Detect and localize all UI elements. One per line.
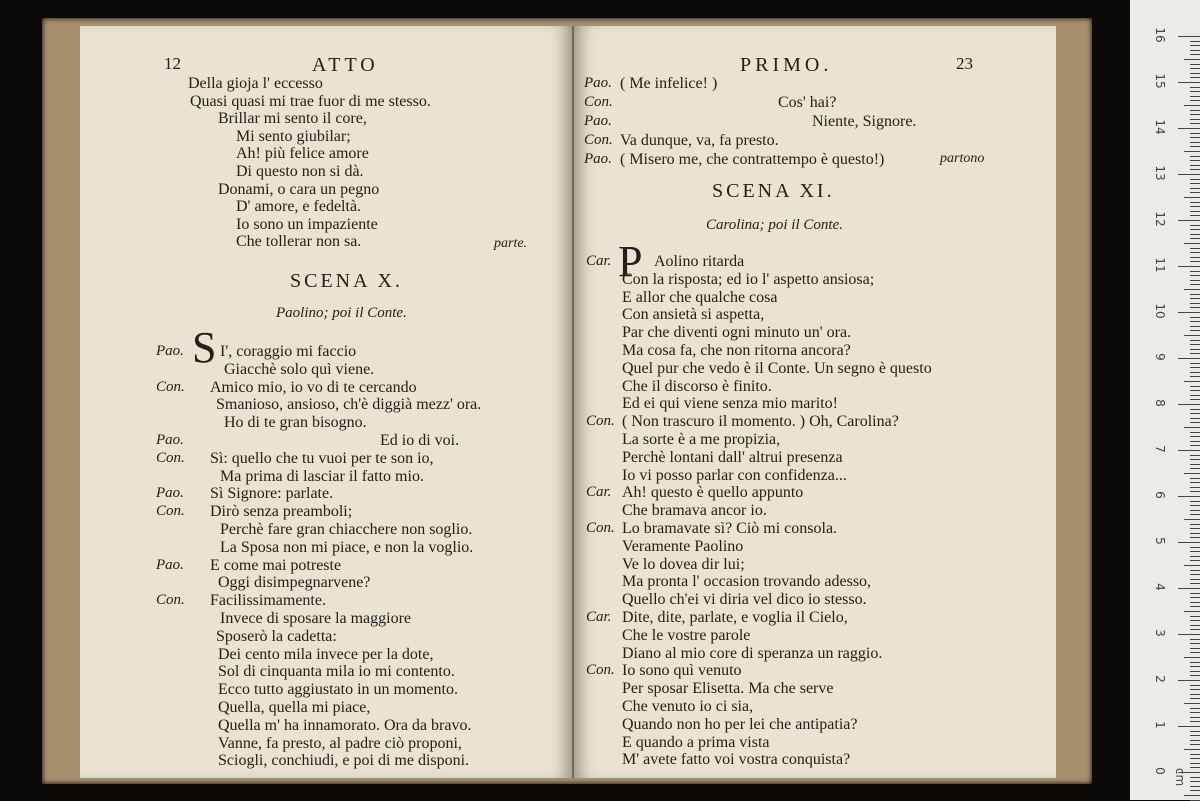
text-line: Io sono un impaziente xyxy=(236,215,378,233)
ruler-tick xyxy=(1190,238,1200,239)
text-line: M' avete fatto voi vostra conquista? xyxy=(622,751,851,769)
ruler-tick xyxy=(1190,639,1200,640)
text-line: Dite, dite, parlate, e voglia il Cielo, xyxy=(622,609,848,626)
ruler-tick xyxy=(1190,717,1200,718)
text-line: Sposerò la cadetta: xyxy=(216,627,337,645)
speaker-label: Con. xyxy=(156,503,185,520)
ruler-tick xyxy=(1184,519,1200,520)
ruler-tick xyxy=(1190,376,1200,377)
ruler-tick xyxy=(1190,280,1200,281)
ruler-tick xyxy=(1184,381,1200,382)
ruler-tick xyxy=(1190,45,1200,46)
ruler-tick xyxy=(1190,344,1200,345)
page-number-right: 23 xyxy=(956,54,973,73)
ruler-tick xyxy=(1190,41,1200,42)
ruler-tick xyxy=(1190,156,1200,157)
ruler-tick xyxy=(1190,685,1200,686)
ruler-tick xyxy=(1190,593,1200,594)
ruler-tick xyxy=(1190,505,1200,506)
text-line: Brillar mi sento il core, xyxy=(218,110,367,128)
running-header-right: PRIMO. xyxy=(740,54,833,76)
text-line: Ed ei qui viene senza mio marito! xyxy=(622,395,838,413)
ruler-tick xyxy=(1190,179,1200,180)
ruler-tick xyxy=(1190,675,1200,676)
ruler-tick xyxy=(1190,73,1200,74)
ruler-tick xyxy=(1190,501,1200,502)
ruler-tick xyxy=(1190,579,1200,580)
ruler-tick xyxy=(1178,128,1200,129)
ruler-tick xyxy=(1190,524,1200,525)
ruler-tick xyxy=(1190,708,1200,709)
ruler-tick xyxy=(1190,326,1200,327)
ruler-tick xyxy=(1190,413,1200,414)
text-line: Oggi disimpegnarvene? xyxy=(218,574,371,592)
ruler-number: 15 xyxy=(1153,73,1167,89)
speaker-label: Pao. xyxy=(156,556,184,573)
ruler-tick xyxy=(1190,261,1200,262)
ruler-tick xyxy=(1190,142,1200,143)
ruler-tick xyxy=(1190,671,1200,672)
text-line: Va dunque, va, fa presto. xyxy=(620,132,779,149)
ruler-tick xyxy=(1190,689,1200,690)
speaker-label: Pao. xyxy=(584,75,612,91)
ruler-tick xyxy=(1178,312,1200,313)
text-line: Quello ch'ei vi diria vel dico io stesso. xyxy=(622,591,867,609)
text-line: ( Me infelice! ) xyxy=(620,75,718,92)
ruler-tick xyxy=(1190,349,1200,350)
text-line: Quella m' ha innamorato. Ora da bravo. xyxy=(218,716,472,734)
ruler-tick xyxy=(1190,146,1200,147)
ruler-tick xyxy=(1178,358,1200,359)
ruler-tick xyxy=(1190,574,1200,575)
text-line: Mi sento giubilar; xyxy=(236,127,351,145)
ruler-tick xyxy=(1190,763,1200,764)
ruler-tick xyxy=(1190,767,1200,768)
text-line: Smanioso, ansioso, ch'è diggià mezz' ora. xyxy=(216,396,482,414)
text-line: ( Non trascuro il momento. ) Oh, Carolina? xyxy=(622,413,899,431)
ruler-tick xyxy=(1184,611,1200,612)
ruler-tick xyxy=(1190,284,1200,285)
ruler-tick xyxy=(1190,275,1200,276)
ruler-tick xyxy=(1190,468,1200,469)
text-line: La Sposa non mi piace, e non la voglio. xyxy=(220,538,474,556)
drop-cap-left: S xyxy=(192,323,217,372)
speaker-label: Con. xyxy=(156,592,185,609)
speaker-label: Con. xyxy=(586,662,615,679)
ruler-tick xyxy=(1190,96,1200,97)
text-line: Ah! più felice amore xyxy=(236,145,369,163)
ruler-tick xyxy=(1178,588,1200,589)
scene-characters-right: Carolina; poi il Conte. xyxy=(706,217,843,233)
right-page xyxy=(574,26,1056,778)
ruler-tick xyxy=(1190,64,1200,65)
stage-direction-left: parte. xyxy=(494,236,528,251)
text-line: Che il discorso è finito. xyxy=(622,377,772,395)
ruler-tick xyxy=(1190,87,1200,88)
ruler-number: 8 xyxy=(1153,399,1167,407)
ruler-unit: cm xyxy=(1173,767,1187,787)
text-line: Diano al mio core di speranza un raggio. xyxy=(622,644,883,662)
ruler-tick xyxy=(1190,386,1200,387)
ruler-tick xyxy=(1190,271,1200,272)
text-line: Ah! questo è quello appunto xyxy=(622,484,804,502)
text-line: Cos' hai? xyxy=(778,94,837,111)
ruler-tick xyxy=(1184,289,1200,290)
ruler-number: 6 xyxy=(1153,491,1167,499)
ruler-tick xyxy=(1190,731,1200,732)
ruler-tick xyxy=(1190,133,1200,134)
ruler-tick xyxy=(1190,441,1200,442)
ruler-tick xyxy=(1190,110,1200,111)
text-line: Dirò senza preamboli; xyxy=(210,503,353,521)
speaker-label: Pao. xyxy=(584,113,612,129)
ruler-tick xyxy=(1190,528,1200,529)
ruler-tick xyxy=(1184,749,1200,750)
ruler-tick xyxy=(1190,648,1200,649)
ruler-tick xyxy=(1190,399,1200,400)
ruler-tick xyxy=(1190,777,1200,778)
text-line: Ma cosa fa, che non ritorna ancora? xyxy=(622,342,851,359)
ruler-tick xyxy=(1184,197,1200,198)
ruler-tick xyxy=(1190,50,1200,51)
ruler-number: 11 xyxy=(1153,257,1167,273)
speaker-label: Con. xyxy=(586,520,615,536)
ruler-number: 12 xyxy=(1153,211,1167,227)
ruler-tick xyxy=(1190,491,1200,492)
ruler-tick xyxy=(1190,252,1200,253)
ruler-tick xyxy=(1190,409,1200,410)
text-line: Aolino ritarda xyxy=(654,253,745,270)
ruler-tick xyxy=(1190,422,1200,423)
ruler-tick xyxy=(1184,657,1200,658)
ruler-tick xyxy=(1190,436,1200,437)
text-line: Perchè fare gran chiacchere non soglio. xyxy=(220,521,473,538)
ruler-tick xyxy=(1190,160,1200,161)
text-line: Di questo non si dà. xyxy=(236,163,364,180)
text-line: Niente, Signore. xyxy=(812,113,917,130)
ruler-number: 1 xyxy=(1153,721,1167,729)
ruler-tick xyxy=(1190,445,1200,446)
ruler-tick xyxy=(1190,418,1200,419)
ruler-tick xyxy=(1190,597,1200,598)
ruler-tick xyxy=(1190,54,1200,55)
ruler-tick xyxy=(1190,215,1200,216)
ruler-number: 3 xyxy=(1153,629,1167,637)
ruler-tick xyxy=(1190,372,1200,373)
ruler-tick xyxy=(1178,266,1200,267)
page-number-left: 12 xyxy=(164,54,181,73)
text-line: I', coraggio mi faccio xyxy=(220,343,357,360)
ruler-tick xyxy=(1190,321,1200,322)
text-line: Io vi posso parlar con confidenza... xyxy=(622,466,847,484)
ruler-number: 0 xyxy=(1153,767,1167,775)
ruler-tick xyxy=(1190,616,1200,617)
speaker-label: Con. xyxy=(584,132,613,148)
ruler-tick xyxy=(1190,735,1200,736)
ruler-tick xyxy=(1190,758,1200,759)
text-line: Con la risposta; ed io l' aspetto ansiosa; xyxy=(622,270,875,288)
ruler-tick xyxy=(1190,583,1200,584)
text-line: Dei cento mila invece per la dote, xyxy=(218,645,434,663)
text-line: Quasi quasi mi trae fuor di me stesso. xyxy=(190,92,431,110)
ruler-tick xyxy=(1190,123,1200,124)
ruler-tick xyxy=(1190,694,1200,695)
ruler-tick xyxy=(1190,547,1200,548)
ruler-number: 16 xyxy=(1153,27,1167,43)
ruler-tick xyxy=(1190,666,1200,667)
ruler-tick xyxy=(1190,202,1200,203)
text-line: E allor che qualche cosa xyxy=(622,288,778,306)
speaker-label: Con. xyxy=(584,94,613,110)
ruler-tick xyxy=(1190,459,1200,460)
text-line: Vanne, fa presto, al padre ciò proponi, xyxy=(218,734,462,752)
ruler-tick xyxy=(1190,234,1200,235)
text-line: Sì Signore: parlate. xyxy=(210,485,334,503)
text-line: Veramente Paolino xyxy=(622,537,744,555)
text-line: ( Misero me, che contrattempo è questo!) xyxy=(620,151,885,168)
text-line: Che le vostre parole xyxy=(622,626,751,644)
speaker-label: Con. xyxy=(586,413,615,430)
ruler-tick xyxy=(1190,100,1200,101)
ruler-tick xyxy=(1178,450,1200,451)
ruler-tick xyxy=(1190,455,1200,456)
text-line: Facilissimamente. xyxy=(210,592,326,610)
ruler-number: 9 xyxy=(1153,353,1167,361)
ruler-tick xyxy=(1190,464,1200,465)
ruler-number: 2 xyxy=(1153,675,1167,683)
speaker-label: Pao. xyxy=(584,151,612,167)
ruler-tick xyxy=(1190,606,1200,607)
ruler-tick xyxy=(1184,565,1200,566)
speaker-label: Car. xyxy=(586,253,612,269)
ruler-tick xyxy=(1184,473,1200,474)
ruler-tick xyxy=(1178,496,1200,497)
text-line: Della gioja l' eccesso xyxy=(188,75,323,92)
ruler-tick xyxy=(1190,192,1200,193)
ruler-tick xyxy=(1178,680,1200,681)
stage-direction-right: partono xyxy=(940,151,985,166)
text-line: E quando a prima vista xyxy=(622,733,770,751)
scene-title-left: SCENA X. xyxy=(290,270,403,292)
ruler-tick xyxy=(1190,211,1200,212)
ruler-tick xyxy=(1190,367,1200,368)
ruler-tick xyxy=(1190,643,1200,644)
drop-cap-right: P xyxy=(618,237,643,286)
ruler-tick xyxy=(1190,620,1200,621)
measurement-ruler xyxy=(1130,0,1200,800)
text-line: Ecco tutto aggiustato in un momento. xyxy=(218,681,458,699)
text-line: Par che diventi ogni minuto un' ora. xyxy=(622,324,852,342)
ruler-tick xyxy=(1184,105,1200,106)
speaker-label: Con. xyxy=(156,378,185,395)
text-line: Ve lo dovea dir lui; xyxy=(622,555,745,573)
ruler-tick xyxy=(1190,353,1200,354)
ruler-tick xyxy=(1190,395,1200,396)
ruler-tick xyxy=(1190,137,1200,138)
ruler-tick xyxy=(1190,781,1200,782)
text-line: Giacchè solo quì viene. xyxy=(224,360,375,378)
ruler-tick xyxy=(1184,703,1200,704)
ruler-tick xyxy=(1190,560,1200,561)
ruler-tick xyxy=(1190,570,1200,571)
ruler-tick xyxy=(1184,243,1200,244)
text-line: La sorte è a me propizia, xyxy=(622,431,781,448)
text-line: Lo bramavate sì? Ciò mi consola. xyxy=(622,520,838,537)
ruler-tick xyxy=(1190,662,1200,663)
ruler-tick xyxy=(1190,303,1200,304)
ruler-tick xyxy=(1190,744,1200,745)
ruler-tick xyxy=(1190,556,1200,557)
ruler-tick xyxy=(1184,427,1200,428)
text-line: Che venuto io ci sia, xyxy=(622,698,754,715)
scene-title-right: SCENA XI. xyxy=(712,180,835,202)
text-line: D' amore, e fedeltà. xyxy=(236,198,362,216)
ruler-tick xyxy=(1190,363,1200,364)
ruler-number: 14 xyxy=(1153,119,1167,135)
text-line: Ma prima di lasciar il fatto mio. xyxy=(220,467,424,485)
ruler-tick xyxy=(1190,298,1200,299)
left-page xyxy=(80,26,572,778)
ruler-tick xyxy=(1190,712,1200,713)
ruler-number: 5 xyxy=(1153,537,1167,545)
ruler-tick xyxy=(1190,786,1200,787)
ruler-tick xyxy=(1190,602,1200,603)
ruler-tick xyxy=(1190,114,1200,115)
ruler-tick xyxy=(1190,165,1200,166)
ruler-tick xyxy=(1178,404,1200,405)
text-line: Donami, o cara un pegno xyxy=(218,180,380,198)
ruler-tick xyxy=(1190,533,1200,534)
ruler-tick xyxy=(1178,174,1200,175)
ruler-tick xyxy=(1190,721,1200,722)
ruler-tick xyxy=(1178,220,1200,221)
text-line: Che tollerar non sa. xyxy=(236,233,362,251)
text-line: Quando non ho per lei che antipatia? xyxy=(622,715,858,733)
ruler-tick xyxy=(1190,487,1200,488)
text-line: Sol di cinquanta mila io mi contento. xyxy=(218,663,455,681)
ruler-tick xyxy=(1190,482,1200,483)
ruler-tick xyxy=(1190,248,1200,249)
speaker-label: Con. xyxy=(156,449,185,466)
ruler-number: 4 xyxy=(1153,583,1167,591)
ruler-tick xyxy=(1178,82,1200,83)
ruler-tick xyxy=(1184,335,1200,336)
ruler-tick xyxy=(1178,726,1200,727)
ruler-tick xyxy=(1190,330,1200,331)
text-line: Ed io di voi. xyxy=(380,432,460,449)
text-line: Quel pur che vedo è il Conte. Un segno è questo xyxy=(622,359,932,377)
ruler-tick xyxy=(1190,317,1200,318)
text-line: Ho di te gran bisogno. xyxy=(224,414,367,432)
ruler-tick xyxy=(1190,625,1200,626)
ruler-tick xyxy=(1190,390,1200,391)
ruler-tick xyxy=(1190,77,1200,78)
ruler-tick xyxy=(1190,790,1200,791)
ruler-tick xyxy=(1190,188,1200,189)
text-line: Io sono quì venuto xyxy=(622,662,742,680)
ruler-tick xyxy=(1190,68,1200,69)
ruler-tick xyxy=(1178,36,1200,37)
text-line: Quella, quella mi piace, xyxy=(218,699,371,716)
ruler-tick xyxy=(1190,257,1200,258)
text-line: Invece di sposare la maggiore xyxy=(220,610,412,627)
ruler-tick xyxy=(1184,59,1200,60)
ruler-tick xyxy=(1184,151,1200,152)
text-line: E come mai potreste xyxy=(210,556,342,574)
ruler-tick xyxy=(1190,652,1200,653)
ruler-tick xyxy=(1190,698,1200,699)
ruler-tick xyxy=(1190,91,1200,92)
ruler-tick xyxy=(1190,307,1200,308)
ruler-tick xyxy=(1190,206,1200,207)
text-line: Sì: quello che tu vuoi per te son io, xyxy=(210,449,434,467)
text-line: Perchè lontani dall' altrui presenza xyxy=(622,448,843,466)
text-line: Per sposar Elisetta. Ma che serve xyxy=(622,680,834,698)
speaker-label: Car. xyxy=(586,609,612,625)
ruler-tick xyxy=(1190,629,1200,630)
text-line: Ma pronta l' occasion trovando adesso, xyxy=(622,573,872,591)
ruler-number: 13 xyxy=(1153,165,1167,181)
ruler-tick xyxy=(1190,119,1200,120)
ruler-tick xyxy=(1190,510,1200,511)
ruler-tick xyxy=(1178,634,1200,635)
ruler-tick xyxy=(1190,225,1200,226)
text-line: Sciogli, conchiudi, e poi di me disponi. xyxy=(218,752,470,770)
speaker-label: Car. xyxy=(586,484,612,501)
speaker-label: Pao. xyxy=(156,485,184,502)
ruler-tick xyxy=(1190,183,1200,184)
text-line: Amico mio, io vo di te cercando xyxy=(210,378,417,396)
text-line: Che bramava ancor io. xyxy=(622,502,767,520)
speaker-label: Pao. xyxy=(156,343,184,359)
text-line: Con ansietà si aspetta, xyxy=(622,306,765,324)
ruler-tick xyxy=(1190,229,1200,230)
ruler-tick xyxy=(1178,542,1200,543)
ruler-number: 7 xyxy=(1153,445,1167,453)
speaker-label: Pao. xyxy=(156,432,184,448)
scene-characters-left: Paolino; poi il Conte. xyxy=(276,305,407,321)
ruler-number: 10 xyxy=(1153,303,1167,319)
ruler-tick xyxy=(1190,537,1200,538)
running-header-left: ATTO xyxy=(312,54,379,76)
ruler-tick xyxy=(1190,340,1200,341)
ruler-tick xyxy=(1190,294,1200,295)
ruler-tick xyxy=(1190,432,1200,433)
ruler-tick xyxy=(1190,740,1200,741)
ruler-tick xyxy=(1190,169,1200,170)
ruler-tick xyxy=(1190,754,1200,755)
ruler-tick xyxy=(1184,795,1200,796)
ruler-tick xyxy=(1190,478,1200,479)
ruler-tick xyxy=(1190,551,1200,552)
ruler-tick xyxy=(1190,514,1200,515)
